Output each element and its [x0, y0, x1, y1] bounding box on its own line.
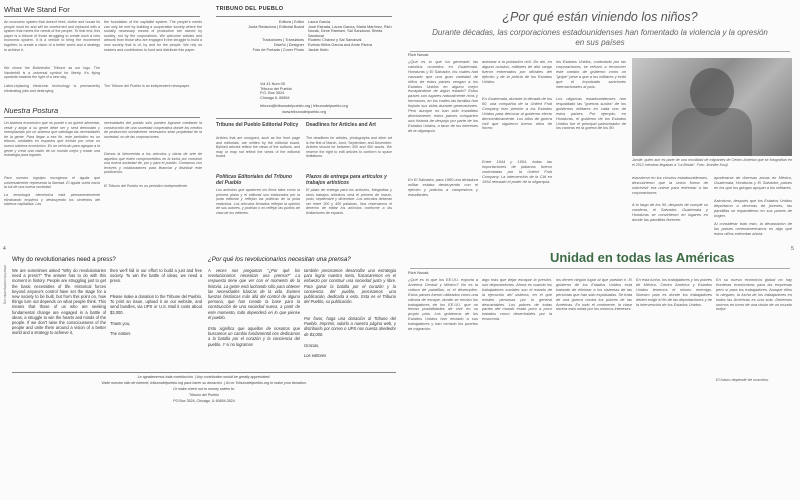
masthead-title: TRIBUNO DEL PUEBLO	[216, 6, 284, 12]
article-col5b: Asimismo, después que los Estados Unidos deportaron a decenas de jóvenes, las pandillas se expandieron en sus países de origen.	[714, 199, 792, 218]
article-col4: estuvieron en los círculos estadounidenses, descubrieron que la única forma de sobrevivir era unirse para enfrentar a las corporaciones.	[632, 176, 708, 195]
editorial-policy-text: Articles that are unsigned, such as the front page and editorials, are written by the editorial board. Bylined articles reflect the views of the authors, and may or may not reflect the views of the editorial board.	[216, 136, 300, 159]
masthead-web[interactable]: www.tribunodelpueblo.org	[282, 110, 326, 114]
section2-col5: En su nueva economía global no hay fronteras económicas para las empresas pero sí para los trabajadores. Aunque ellos lo nieguen, la lucha de los trabajadores en todas las Américas es una sola. Debemos unirnos en torno de una visión de un mundo mejor.	[716, 278, 792, 312]
por-que-col2: también precisamos desarrollar una estrategia para lograr nuestra meta, fracasaremos en el esfuerzo por construir una sociedad justa y libre. Para ganar la batalla por el corazón y la conciencia del pueblo, precisamos una publicación, dedicada a esto. Esta es el Tribuno del Pueblo, su publicación.	[304, 268, 396, 305]
article-col5: apoderarse de diversas zonas en México, Guatemala, Honduras y El Salvador, países en los que los gringos apoyan a los militares.	[714, 176, 792, 190]
article-col1b: En El Salvador, para 1980 una dictadura militar estaba destruyendo con el ejército y policías a campesinos y estudiantes.	[408, 178, 478, 197]
masthead-staff: Editora | Editor Laura García Junta Redactora | Editorial Board José Estrada, Laura García, Marla Martínez, Rich Novak, Dene Ramsen, Sal Sandoval, Sheila Sandoval Traductores | Translators Roderic Chávez y Sal Sandoval Diseño | Designer Evelda Hibbs García and Arnie Rivera Foto de Portada | Cover Photo Jackie Kiefo	[248, 20, 392, 52]
divider	[4, 117, 200, 118]
politicas-text: Los artículos que aparecen sin firma tales como la primera plana y el editorial son elaborados por la junta editorial y reflejan las políticas de la junta redactora. Los artículos firmados reflejan la opinión de sus autores, y podrían o no reflejar las puntos de vista de los editores.	[216, 188, 300, 215]
why-revolutionaries-col2b: Please make a donation to the Tribune del Pueblo. To print an issue, upload it on our website, and send bundles, via UPS or U.S. Mail it costs about $3,000.	[110, 294, 202, 315]
deadlines-text: The deadlines for articles, photographs and other art is the first of March, June, September, and December. Articles should be between 300 and 400 words. We reserve the right to edit articles to conform to space limitations.	[306, 136, 392, 159]
divider	[216, 16, 392, 17]
plazos-text: El plazo de entrega para los artículos, fotografías y otros trabajos artísticos será el primero de marzo, junio, septiembre y diciembre. Los artículos deberán ser entre 300 y 400 palabras. Nos reservamos el derecho de editar los artículos conforme a las limitaciones de espacio.	[306, 188, 392, 215]
plazos-heading: Plazos de entrega para artículos y trabajos artísticos	[306, 174, 387, 186]
what-we-stand-for-col2b: The Tribune del Pueblo is an independent newspaper.	[104, 84, 190, 88]
article-col1: ¿Qué es lo que ha generado las cambios ocurridos en Guatemala, Honduras y El Salvador, los cuales han causado que una gran cantidad de niños de estos países vengan a los Estados Unidos en alguno mejor escapándose de algún estado? Estos países son lugares naturalmente ricos y hermosos, en los cuales las familias han forjado sus vidas durante generaciones. Pero aunque no han sido invadidos directamente, estos países comparten una historia de despojo por parte de los Estados Unidos, a favor de los intereses de la oligarquía.	[408, 60, 478, 133]
divider	[410, 268, 790, 269]
article-col2b: En Guatemala, durante la década de los 50, una compañía de la United Fruit Company hizo presión a los Estados Unidos para derrocar al gobierno electo democráticamente. Los años de guerra civil que siguieron fueron años de horror.	[482, 97, 552, 131]
footer-line4: Tribuno del Pueblo	[188, 393, 220, 397]
editorial-policy-heading: Tribune del Pueblo Editorial Policy	[216, 122, 299, 128]
por-que-col1: A veces nos preguntan "¿Por qué los revolucionarios necesitan una prensa?" La respuesta tiene que ver con el momento de la historia. La gente está luchando sólo para obtener las necesidades básicas de la vida. Existen fuerzas históricas más allá del control de alguna persona, que han creado la base para la construcción de una sociedad nueva, a partir de este momento, todo dependerá en lo que piense el pueblo.	[208, 268, 300, 320]
section2-col3: los tienen ningún lugar al que puedan ir. El gobierno de los Estados Unidos está tratando de eliminar a los sistemas de las personas que han sido expulsadas. Se trata de una guerra contra los pobres de las Américas. En todo el continente, la clase obrera está unida por los mismos intereses.	[556, 278, 632, 312]
article-byline: Rich Novak	[408, 53, 429, 57]
nuestra-postura-col1b: Para nuestro logotipo escogimos el águila que universalmente representa la libertad. El águila vuela hacia la luz de una nueva sociedad.	[4, 176, 100, 190]
divider	[4, 16, 200, 17]
footer-line1: Le agradecemos toda contribución. | Any contribution would be greatly appreciated.	[137, 375, 271, 379]
what-we-stand-for-col1c: Labor-replacing electronic technology is permanently eliminating jobs and destroying	[4, 84, 100, 93]
article-col2c: Entre 1944 y 1954, todas las importaciones de plátanos fueron controladas por la United Fruit Company. La intervención de la CIA en 1954 reinstaló el poder de la oligarquía.	[482, 160, 552, 184]
section2-end: El futuro depende de nosotros.	[716, 378, 770, 382]
nuestra-postura-col2b: Damos la bienvenida a los artículos y obras de arte de aquellos que estén comprometidos en la lucha por construir una nueva sociedad de, por y para el pueblo. Contamos con lectores y colaboradores para financiar y distribuir este publicación.	[104, 152, 202, 175]
nuestra-postura-col2c: El Tribuno del Pueblo es un periódico independiente.	[104, 184, 189, 188]
por-que-heading: ¿Por qué los revolucionarios necesitan una prensa?	[208, 256, 351, 263]
divider	[410, 51, 790, 52]
page-number-right: 5	[791, 246, 794, 252]
por-que-col2b: Por favor, haga una donación al Tribuno del Pueblo. Imprimir, subirlo a nuestra página web, y distribuirlo por correo o UPS nos cuesta alrededor de $3,000.	[304, 316, 396, 337]
nuestra-postura-col1: Un sistema económico que no puede o no quiere alimentar, vestir y alojar a su gente debe ser y será derrocado y reemplazado por un sistema que satisfaga las necesidades de la gente. Para llegar a ese fin, este periódico es un tribuno, unidades en espacios que luchan por crear un nuevo sistema económico. Es un vehículo para agrupar a la gente y crear una visión de un mundo mejor y trazar una estrategia para lograrlo.	[4, 121, 100, 158]
article-col3: los Estados Unidos, controlado por las corporaciones, se reforzó a reconocer este cambio de gobierno como un "golpe" pese a que a los militares y evitó que el impulsado sanciones internacionales al país.	[556, 60, 626, 89]
por-que-col1b: Esto significa que aquellos de nosotros que buscamos un cambio fundamental nos dedicamos a la batalla por el corazón y la conciencia del pueblo. Y si no logramos	[208, 326, 300, 347]
what-we-stand-for-col1b: We chose the Bolsheviks' Tribune as our logo. The Vanderbilt is a universal symbol for liberty. It's flying upwards towards the light of a new day.	[4, 66, 100, 80]
masthead-address: Vol 41 Num 05 Tribuno del Pueblo P.O. Box 3524 Chicago IL 60654	[260, 82, 292, 100]
nuestra-postura-col1c: La tecnología electrónica está permanentemente eliminando empleos y destruyendo los cimientos del sistema capitalista. Las	[4, 193, 100, 207]
divider	[12, 372, 396, 373]
footer-line5: PO Box 3524, Chicago, IL 60654-3524	[173, 399, 235, 403]
section2-col2: algo más que dejar escapar la presión, son deportaciones. Ahora es cuando los trabajadores sociales son el estado de la ejecución del sistema, en el que existen personas por lo general descartables. Los pobres de todas partes del mundo están poco a poco tratados como desechables por la economía.	[482, 278, 552, 322]
article-col5c: Al considerar todo esto, la devastación de los países centroamericanos es algo que estos niños enfrentan ahora.	[714, 222, 792, 236]
section2-byline: Rich Novak	[408, 271, 429, 275]
por-que-editores: Los editores	[304, 354, 327, 358]
why-revolutionaries-col1: We are sometimes asked "Why do revolutionaries need a press?" The answer has to do with this moment in history. People are struggling just to get the basic necessities of life. Historical forces beyond anyone's control have set the stage for a new society to be built, but from this point on, how things turn out depends on what people think. This means that those of us who are seeking fundamental change are engaged in a battle of ideas, a struggle to win the hearts and minds of the people. If we don't raise the consciousness of the people and unite them around a vision of a better world and a strategy to achieve it,	[12, 268, 106, 336]
why-revolutionaries-editors: The editors	[110, 332, 131, 336]
section2-col4: En esta lucha, los trabajadores y los pobres de México, Centro América y Estados Unidos tenemos el mismo enemigo. Nuestro país es donde los trabajadores deben exigir el fin de las deportaciones y de la intervención de los Estados Unidos.	[636, 278, 712, 307]
article-col4b: A lo largo de los 90, después de cumplir su condena, el Salvador, Guatemala y Honduras se convirtieron en lugares en donde las pandillas florecen.	[632, 203, 708, 222]
section2-title: Unidad en todas las Américas	[550, 250, 735, 265]
article-col2: asesinar a la población civil. De ahí, en alguna ocasión, militares de alto rango fueron entrenados por oficiales del ejército y de la policía de los Estados Unidos.	[482, 60, 552, 84]
why-revolutionaries-thanks: Thank you,	[110, 322, 131, 326]
photo-figure-body	[672, 108, 752, 156]
why-revolutionaries-col2: then we'll fail in our effort to build a just and free society. To win the battle of ideas, we need a press.	[110, 268, 202, 284]
article-photo	[632, 58, 792, 156]
masthead-email[interactable]: tribuno@tribunodelpueblo.org | tribunodelpueblo.org	[260, 104, 348, 108]
nuestra-postura-col2: necesidades del pueblo sólo pueden lograrse mediante la construcción de una sociedad cooperativa donde los medios de producción socialmente necesarios sean propiedad de la sociedad, no de las corporaciones.	[104, 121, 202, 139]
politicas-heading: Políticas Editoriales del Tribuno del Pueblo	[216, 174, 293, 186]
page-number-left: 4	[3, 246, 6, 252]
footer-line2[interactable]: Visite nuestro sitio de internet, tribunodelpueblo.org para hacer su donación. | Go to Tribunodelpueblo.org to make your donation.	[101, 381, 307, 385]
article-title: ¿Por qué están viniendo los niños?	[502, 10, 698, 24]
footer-line3: Or make check out to money orders to:	[172, 387, 236, 391]
what-we-stand-for-col2: the foundation of the capitalist system. The people's needs can only be met by building a cooperative society where the socially necessary means of production are owned by society, not by the corporations. We welcome articles and artwork from those who are engaged in the struggle to build a new society that is of, by and for the people. We rely on readers and contributors to fund and distribute this paper.	[104, 20, 202, 52]
deadlines-heading: Deadlines for Articles and Art	[306, 122, 376, 128]
photo-caption: Jamilé, quien aún es parte de una movilidad de migrantes de Centro América que se fotografían en el 2012 mientras llegaban a "La Bestia". Foto: Jennifer Kouji	[632, 158, 792, 167]
article-col3b: Los oligarcas estadounidenses han respaldado las "guerras sucias" de los gobiernos militares en cada uno de estos países. Por ejemplo, en Honduras, el gobierno de los Estados Unidos fue el principal patrocinador de los contras en la guerra de los 80.	[556, 97, 626, 131]
what-we-stand-for-heading: What We Stand For	[4, 5, 70, 14]
right-page	[400, 0, 800, 500]
divider	[216, 118, 392, 119]
what-we-stand-for-col1: An economic system that doesn't feed, clothe and house its people must be and will be overturned and replaced with a system that meets the needs of the people. To that end, this paper is a tribune of those struggling to create such a new economic system. It is a vehicle to bring the movement together, to create a vision of a better world and a strategy to achieve it.	[4, 20, 100, 52]
why-revolutionaries-heading: Why do revolutionaries need a press?	[12, 256, 116, 263]
por-que-gracias: Gracias,	[304, 344, 320, 348]
nuestra-postura-heading: Nuestra Postura	[4, 106, 59, 115]
article-subtitle: Durante décadas, las corporaciones estadounidenses han fomentado la violencia y la opresión en sus países	[432, 28, 768, 47]
side-web-text: www.tribunodelpueblo.org	[3, 265, 7, 305]
section2-col1: ¿Qué es lo que los EE.UU. exporta a América Central y México? No es la cultura de pandillas, ni el desempleo. Estos países fueron utilizados como una válvula de escape, donde se envían los trabajadores de los EE.UU. que no tenían posibilidades de vivir en su propio país. Los gobiernos de los Estados Unidos han enviado a sus trabajadores y han cerrado los puertos de migración.	[408, 278, 478, 332]
